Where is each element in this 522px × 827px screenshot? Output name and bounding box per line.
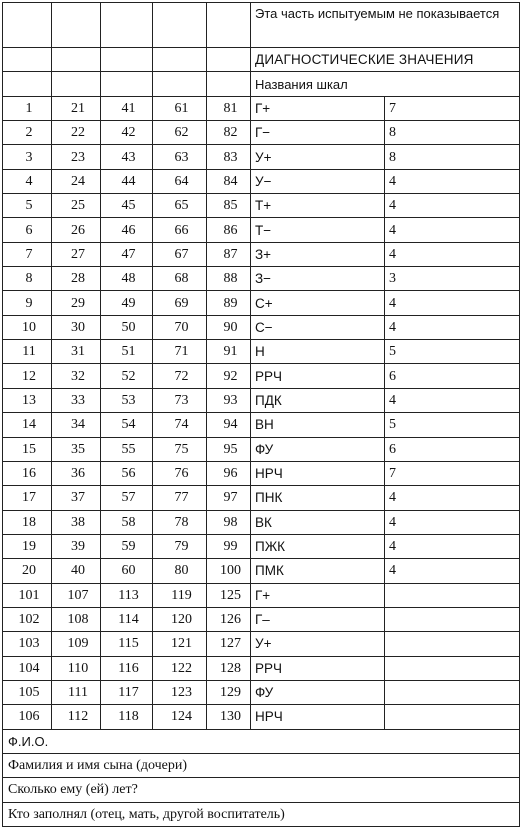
- question-number-cell: 28: [52, 267, 101, 291]
- answer-row: [3, 413, 520, 437]
- question-number-cell: 116: [101, 656, 153, 680]
- scale-names-title: Названия шкал: [251, 72, 520, 96]
- diagnostic-value-cell: 4: [385, 291, 520, 315]
- question-number-cell: 5: [3, 194, 52, 218]
- question-number-cell: 101: [3, 583, 52, 607]
- diagnostic-value-cell: [385, 656, 520, 680]
- question-number-cell: 124: [153, 705, 207, 729]
- question-number-cell: 15: [3, 437, 52, 461]
- answer-row: [3, 364, 520, 388]
- diagnostic-value-cell: 4: [385, 534, 520, 558]
- scale-name-cell: С−: [251, 315, 385, 339]
- questionnaire-answer-sheet: [2, 2, 520, 827]
- diagnostic-value-cell: 4: [385, 388, 520, 412]
- question-number-cell: 65: [153, 194, 207, 218]
- scale-name-cell: Т+: [251, 194, 385, 218]
- question-number-cell: 102: [3, 607, 52, 631]
- blank-cell: [101, 72, 153, 96]
- question-number-cell: 66: [153, 218, 207, 242]
- question-number-cell: 6: [3, 218, 52, 242]
- blank-cell: [3, 48, 52, 72]
- diagnostic-values-title: ДИАГНОСТИЧЕСКИЕ ЗНАЧЕНИЯ: [251, 48, 520, 72]
- scale-name-cell: ПДК: [251, 388, 385, 412]
- scales-title-row: [3, 72, 520, 96]
- question-number-cell: 78: [153, 510, 207, 534]
- answer-row: [3, 461, 520, 485]
- question-number-cell: 61: [153, 96, 207, 120]
- question-number-cell: 112: [52, 705, 101, 729]
- question-number-cell: 79: [153, 534, 207, 558]
- diagnostic-value-cell: 4: [385, 218, 520, 242]
- question-number-cell: 8: [3, 267, 52, 291]
- question-number-cell: 105: [3, 680, 52, 704]
- question-number-cell: 19: [3, 534, 52, 558]
- question-number-cell: 55: [101, 437, 153, 461]
- scale-name-cell: Г+: [251, 583, 385, 607]
- scale-name-cell: ПНК: [251, 486, 385, 510]
- diagnostic-value-cell: 4: [385, 169, 520, 193]
- question-number-cell: 30: [52, 315, 101, 339]
- question-number-cell: 16: [3, 461, 52, 485]
- blank-cell: [153, 72, 207, 96]
- question-number-cell: 129: [207, 680, 251, 704]
- question-number-cell: 44: [101, 169, 153, 193]
- answer-row: [3, 607, 520, 631]
- scale-name-cell: ПЖК: [251, 534, 385, 558]
- scale-name-cell: ПМК: [251, 559, 385, 583]
- question-number-cell: 118: [101, 705, 153, 729]
- filled-by-field: Кто заполнял (отец, мать, другой воспитатель): [3, 802, 520, 826]
- answer-row: [3, 510, 520, 534]
- diagnostic-value-cell: 5: [385, 413, 520, 437]
- scale-name-cell: Т−: [251, 218, 385, 242]
- question-number-cell: 130: [207, 705, 251, 729]
- answer-row: [3, 705, 520, 729]
- blank-cell: [52, 3, 101, 48]
- question-number-cell: 122: [153, 656, 207, 680]
- scale-name-cell: НРЧ: [251, 705, 385, 729]
- question-number-cell: 9: [3, 291, 52, 315]
- question-number-cell: 73: [153, 388, 207, 412]
- scale-name-cell: РРЧ: [251, 364, 385, 388]
- question-number-cell: 24: [52, 169, 101, 193]
- question-number-cell: 94: [207, 413, 251, 437]
- question-number-cell: 46: [101, 218, 153, 242]
- question-number-cell: 119: [153, 583, 207, 607]
- question-number-cell: 25: [52, 194, 101, 218]
- question-number-cell: 20: [3, 559, 52, 583]
- child-age-field: Сколько ему (ей) лет?: [3, 778, 520, 802]
- question-number-cell: 76: [153, 461, 207, 485]
- question-number-cell: 17: [3, 486, 52, 510]
- question-number-cell: 64: [153, 169, 207, 193]
- scale-name-cell: РРЧ: [251, 656, 385, 680]
- question-number-cell: 95: [207, 437, 251, 461]
- answer-row: [3, 169, 520, 193]
- diagnostic-value-cell: 4: [385, 559, 520, 583]
- question-number-cell: 128: [207, 656, 251, 680]
- answer-row: [3, 437, 520, 461]
- question-number-cell: 51: [101, 340, 153, 364]
- scale-name-cell: ВК: [251, 510, 385, 534]
- question-number-cell: 99: [207, 534, 251, 558]
- hidden-part-note: Эта часть испытуемым не показывается: [251, 3, 520, 48]
- question-number-cell: 36: [52, 461, 101, 485]
- question-number-cell: 104: [3, 656, 52, 680]
- footer-child-age-row: [3, 778, 520, 802]
- answer-row: [3, 559, 520, 583]
- diagnostic-value-cell: [385, 583, 520, 607]
- blank-cell: [207, 48, 251, 72]
- answer-row: [3, 145, 520, 169]
- question-number-cell: 120: [153, 607, 207, 631]
- question-number-cell: 29: [52, 291, 101, 315]
- question-number-cell: 40: [52, 559, 101, 583]
- question-number-cell: 70: [153, 315, 207, 339]
- question-number-cell: 84: [207, 169, 251, 193]
- header-note-row: [3, 3, 520, 48]
- question-number-cell: 13: [3, 388, 52, 412]
- question-number-cell: 96: [207, 461, 251, 485]
- diagnostic-value-cell: 4: [385, 315, 520, 339]
- question-number-cell: 87: [207, 242, 251, 266]
- question-number-cell: 22: [52, 121, 101, 145]
- diagnostic-value-cell: [385, 607, 520, 631]
- diagnostic-value-cell: 7: [385, 96, 520, 120]
- blank-cell: [52, 48, 101, 72]
- question-number-cell: 7: [3, 242, 52, 266]
- diagnostic-value-cell: 8: [385, 121, 520, 145]
- question-number-cell: 14: [3, 413, 52, 437]
- scale-name-cell: ВН: [251, 413, 385, 437]
- question-number-cell: 113: [101, 583, 153, 607]
- question-number-cell: 60: [101, 559, 153, 583]
- diagnostic-value-cell: 7: [385, 461, 520, 485]
- question-number-cell: 63: [153, 145, 207, 169]
- question-number-cell: 121: [153, 632, 207, 656]
- question-number-cell: 53: [101, 388, 153, 412]
- scale-name-cell: З+: [251, 242, 385, 266]
- child-name-field: Фамилия и имя сына (дочери): [3, 753, 520, 777]
- question-number-cell: 81: [207, 96, 251, 120]
- question-number-cell: 43: [101, 145, 153, 169]
- question-number-cell: 115: [101, 632, 153, 656]
- question-number-cell: 74: [153, 413, 207, 437]
- diagnostic-value-cell: [385, 680, 520, 704]
- answer-row: [3, 242, 520, 266]
- question-number-cell: 62: [153, 121, 207, 145]
- answer-row: [3, 121, 520, 145]
- question-number-cell: 88: [207, 267, 251, 291]
- answer-row: [3, 534, 520, 558]
- question-number-cell: 31: [52, 340, 101, 364]
- question-number-cell: 18: [3, 510, 52, 534]
- diagnostic-value-cell: 5: [385, 340, 520, 364]
- question-number-cell: 103: [3, 632, 52, 656]
- scale-name-cell: ФУ: [251, 437, 385, 461]
- question-number-cell: 4: [3, 169, 52, 193]
- question-number-cell: 106: [3, 705, 52, 729]
- question-number-cell: 97: [207, 486, 251, 510]
- question-number-cell: 12: [3, 364, 52, 388]
- question-number-cell: 71: [153, 340, 207, 364]
- question-number-cell: 49: [101, 291, 153, 315]
- question-number-cell: 21: [52, 96, 101, 120]
- question-number-cell: 100: [207, 559, 251, 583]
- scale-name-cell: С+: [251, 291, 385, 315]
- question-number-cell: 90: [207, 315, 251, 339]
- answer-row: [3, 656, 520, 680]
- question-number-cell: 23: [52, 145, 101, 169]
- scale-name-cell: З−: [251, 267, 385, 291]
- blank-cell: [3, 72, 52, 96]
- question-number-cell: 69: [153, 291, 207, 315]
- blank-cell: [207, 72, 251, 96]
- question-number-cell: 77: [153, 486, 207, 510]
- scale-name-cell: Г+: [251, 96, 385, 120]
- question-number-cell: 72: [153, 364, 207, 388]
- scale-name-cell: Г–: [251, 607, 385, 631]
- question-number-cell: 91: [207, 340, 251, 364]
- question-number-cell: 92: [207, 364, 251, 388]
- question-number-cell: 80: [153, 559, 207, 583]
- question-number-cell: 33: [52, 388, 101, 412]
- question-number-cell: 47: [101, 242, 153, 266]
- question-number-cell: 59: [101, 534, 153, 558]
- question-number-cell: 45: [101, 194, 153, 218]
- question-number-cell: 75: [153, 437, 207, 461]
- question-number-cell: 54: [101, 413, 153, 437]
- diagnostic-value-cell: 3: [385, 267, 520, 291]
- question-number-cell: 127: [207, 632, 251, 656]
- blank-cell: [153, 3, 207, 48]
- question-number-cell: 11: [3, 340, 52, 364]
- question-number-cell: 48: [101, 267, 153, 291]
- diagnostic-value-cell: 4: [385, 194, 520, 218]
- diagnostic-value-cell: 4: [385, 510, 520, 534]
- question-number-cell: 35: [52, 437, 101, 461]
- diagnostic-value-cell: [385, 705, 520, 729]
- question-number-cell: 111: [52, 680, 101, 704]
- answer-row: [3, 388, 520, 412]
- blank-cell: [207, 3, 251, 48]
- footer-child-name-row: [3, 753, 520, 777]
- scale-name-cell: Н: [251, 340, 385, 364]
- scale-name-cell: НРЧ: [251, 461, 385, 485]
- diagnostic-value-cell: 4: [385, 242, 520, 266]
- question-number-cell: 52: [101, 364, 153, 388]
- blank-cell: [52, 72, 101, 96]
- answer-row: [3, 486, 520, 510]
- question-number-cell: 123: [153, 680, 207, 704]
- question-number-cell: 68: [153, 267, 207, 291]
- question-number-cell: 1: [3, 96, 52, 120]
- question-number-cell: 34: [52, 413, 101, 437]
- diagnostic-value-cell: 8: [385, 145, 520, 169]
- question-number-cell: 56: [101, 461, 153, 485]
- answer-row: [3, 218, 520, 242]
- question-number-cell: 117: [101, 680, 153, 704]
- answer-row: [3, 680, 520, 704]
- question-number-cell: 125: [207, 583, 251, 607]
- diagnostic-title-row: [3, 48, 520, 72]
- question-number-cell: 85: [207, 194, 251, 218]
- question-number-cell: 114: [101, 607, 153, 631]
- question-number-cell: 83: [207, 145, 251, 169]
- question-number-cell: 86: [207, 218, 251, 242]
- scale-name-cell: Г−: [251, 121, 385, 145]
- question-number-cell: 3: [3, 145, 52, 169]
- answer-row: [3, 315, 520, 339]
- question-number-cell: 57: [101, 486, 153, 510]
- question-number-cell: 38: [52, 510, 101, 534]
- answer-row: [3, 632, 520, 656]
- blank-cell: [101, 3, 153, 48]
- scale-name-cell: У+: [251, 145, 385, 169]
- question-number-cell: 50: [101, 315, 153, 339]
- question-number-cell: 32: [52, 364, 101, 388]
- diagnostic-value-cell: 6: [385, 364, 520, 388]
- question-number-cell: 108: [52, 607, 101, 631]
- blank-cell: [3, 3, 52, 48]
- question-number-cell: 67: [153, 242, 207, 266]
- answer-row: [3, 583, 520, 607]
- diagnostic-value-cell: 4: [385, 486, 520, 510]
- blank-cell: [101, 48, 153, 72]
- question-number-cell: 82: [207, 121, 251, 145]
- fio-field: Ф.И.О.: [3, 729, 520, 753]
- scale-name-cell: У+: [251, 632, 385, 656]
- question-number-cell: 26: [52, 218, 101, 242]
- answer-row: [3, 96, 520, 120]
- question-number-cell: 109: [52, 632, 101, 656]
- scale-name-cell: ФУ: [251, 680, 385, 704]
- question-number-cell: 89: [207, 291, 251, 315]
- question-number-cell: 42: [101, 121, 153, 145]
- question-number-cell: 2: [3, 121, 52, 145]
- question-number-cell: 37: [52, 486, 101, 510]
- diagnostic-value-cell: 6: [385, 437, 520, 461]
- scale-name-cell: У−: [251, 169, 385, 193]
- question-number-cell: 110: [52, 656, 101, 680]
- question-number-cell: 10: [3, 315, 52, 339]
- question-number-cell: 27: [52, 242, 101, 266]
- answer-row: [3, 340, 520, 364]
- question-number-cell: 107: [52, 583, 101, 607]
- footer-filled-by-row: [3, 802, 520, 826]
- question-number-cell: 93: [207, 388, 251, 412]
- answer-row: [3, 194, 520, 218]
- diagnostic-value-cell: [385, 632, 520, 656]
- question-number-cell: 39: [52, 534, 101, 558]
- footer-fio-row: [3, 729, 520, 753]
- question-number-cell: 58: [101, 510, 153, 534]
- question-number-cell: 41: [101, 96, 153, 120]
- answer-row: [3, 267, 520, 291]
- answer-row: [3, 291, 520, 315]
- question-number-cell: 126: [207, 607, 251, 631]
- blank-cell: [153, 48, 207, 72]
- question-number-cell: 98: [207, 510, 251, 534]
